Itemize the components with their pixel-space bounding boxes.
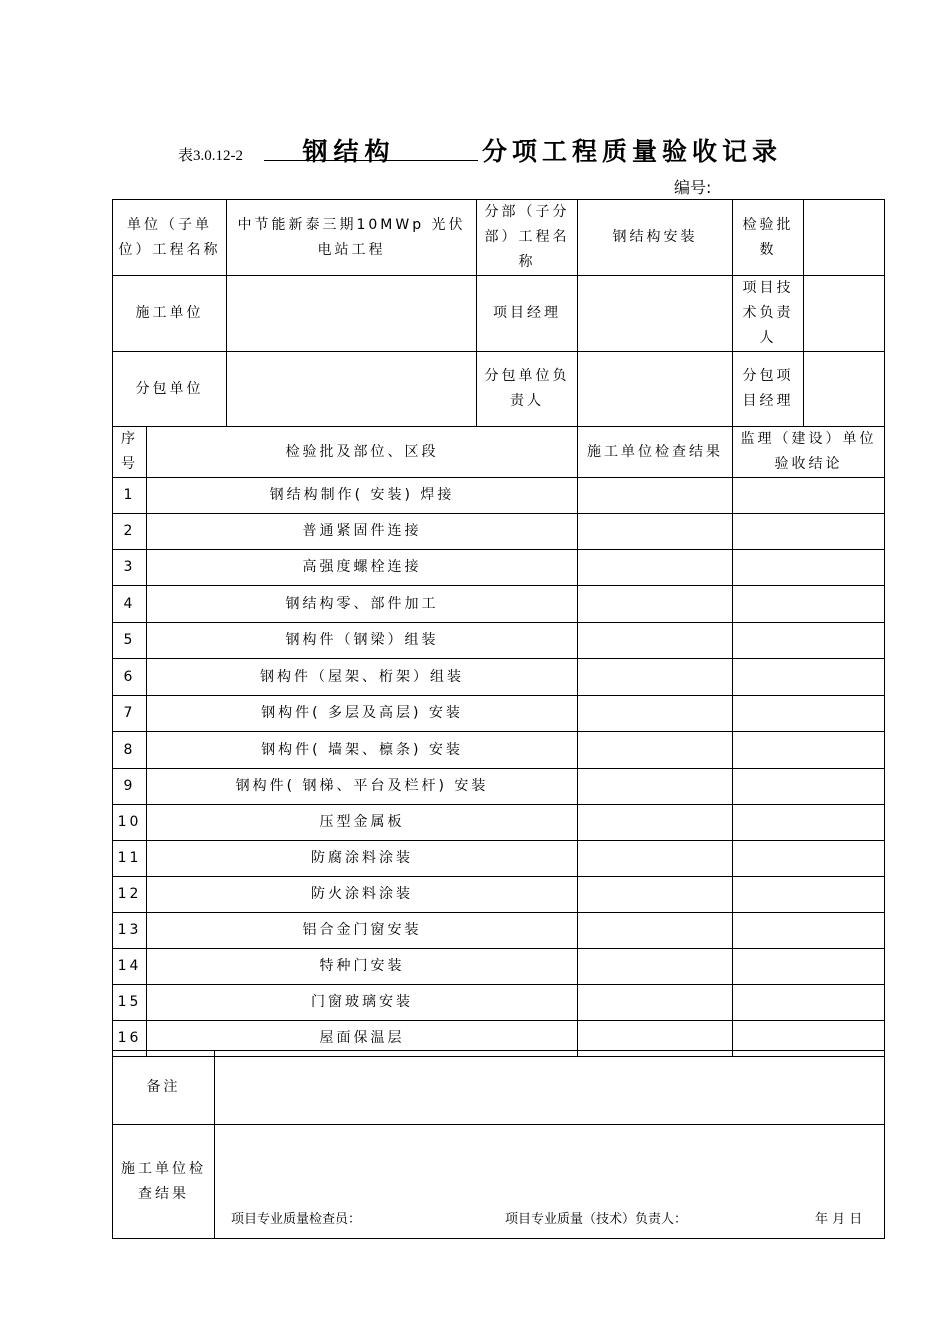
row-construction-result[interactable] bbox=[578, 696, 733, 732]
subcontract-manager-value[interactable] bbox=[804, 352, 885, 427]
row-item: 钢构件( 钢梯、平台及栏杆) 安装 bbox=[147, 769, 578, 805]
row-number: 7 bbox=[113, 696, 147, 732]
row-supervision-result[interactable] bbox=[733, 623, 885, 659]
row-supervision-result[interactable] bbox=[733, 985, 885, 1021]
row-construction-result[interactable] bbox=[578, 659, 733, 696]
project-manager-label: 项目经理 bbox=[477, 276, 578, 352]
column-header-seq: 序号 bbox=[113, 427, 147, 478]
row-number: 15 bbox=[113, 985, 147, 1021]
row-item: 钢构件（钢梁）组装 bbox=[147, 623, 578, 659]
subcontract-lead-value[interactable] bbox=[578, 352, 733, 427]
row-item: 普通紧固件连接 bbox=[147, 514, 578, 550]
batch-count-label: 检验批数 bbox=[733, 200, 804, 276]
table-row bbox=[113, 877, 885, 913]
row-construction-result[interactable] bbox=[578, 550, 733, 586]
subcontract-manager-label: 分包项目经理 bbox=[733, 352, 804, 427]
row-supervision-result[interactable] bbox=[733, 478, 885, 514]
row-item: 钢构件( 墙架、檩条) 安装 bbox=[147, 732, 578, 769]
subcontract-lead-label: 分包单位负责人 bbox=[477, 352, 578, 427]
table-row bbox=[113, 732, 885, 769]
row-number: 4 bbox=[113, 586, 147, 623]
form-title: 分项工程质量验收记录 bbox=[482, 137, 783, 166]
row-supervision-result[interactable] bbox=[733, 805, 885, 841]
row-construction-result[interactable] bbox=[578, 841, 733, 877]
row-number: 16 bbox=[113, 1021, 147, 1057]
row-item: 特种门安装 bbox=[147, 949, 578, 985]
row-construction-result[interactable] bbox=[578, 732, 733, 769]
division-name-label: 分部（子分部）工程名称 bbox=[477, 200, 578, 276]
row-supervision-result[interactable] bbox=[733, 913, 885, 949]
subitem-name-field[interactable] bbox=[264, 132, 478, 166]
quality-lead-label: 项目专业质量（技术）负责人： bbox=[505, 1212, 688, 1227]
column-header-supervision-result: 监理（建设）单位验收结论 bbox=[733, 427, 885, 478]
row-construction-result[interactable] bbox=[578, 514, 733, 550]
row-supervision-result[interactable] bbox=[733, 514, 885, 550]
tech-lead-value[interactable] bbox=[804, 276, 885, 352]
row-number: 2 bbox=[113, 514, 147, 550]
acceptance-table bbox=[112, 199, 885, 1057]
construction-unit-value[interactable] bbox=[227, 276, 477, 352]
table-row bbox=[113, 623, 885, 659]
quality-inspector-label: 项目专业质量检查员： bbox=[231, 1212, 362, 1227]
row-supervision-result[interactable] bbox=[733, 769, 885, 805]
row-construction-result[interactable] bbox=[578, 769, 733, 805]
row-number: 10 bbox=[113, 805, 147, 841]
row-item: 高强度螺栓连接 bbox=[147, 550, 578, 586]
unit-name-value[interactable]: 中节能新泰三期10MWp 光伏电站工程 bbox=[227, 200, 477, 276]
table-row bbox=[113, 550, 885, 586]
row-item: 防火涂料涂装 bbox=[147, 877, 578, 913]
row-construction-result[interactable] bbox=[578, 949, 733, 985]
table-row bbox=[113, 769, 885, 805]
construction-check-label: 施工单位检查结果 bbox=[113, 1125, 215, 1239]
row-item: 防腐涂料涂装 bbox=[147, 841, 578, 877]
division-name-value[interactable]: 钢结构安装 bbox=[578, 200, 733, 276]
row-supervision-result[interactable] bbox=[733, 696, 885, 732]
table-row bbox=[113, 985, 885, 1021]
table-row bbox=[113, 949, 885, 985]
row-construction-result[interactable] bbox=[578, 478, 733, 514]
unit-name-label: 单位（子单位）工程名称 bbox=[113, 200, 227, 276]
row-item: 屋面保温层 bbox=[147, 1021, 578, 1057]
table-row bbox=[113, 913, 885, 949]
row-number: 12 bbox=[113, 877, 147, 913]
row-construction-result[interactable] bbox=[578, 877, 733, 913]
table-row bbox=[113, 478, 885, 514]
row-item: 钢结构零、部件加工 bbox=[147, 586, 578, 623]
table-row bbox=[113, 514, 885, 550]
row-number: 13 bbox=[113, 913, 147, 949]
serial-number-label: 编号: bbox=[674, 178, 712, 197]
column-header-item: 检验批及部位、区段 bbox=[147, 427, 578, 478]
table-row bbox=[113, 696, 885, 732]
subcontract-unit-value[interactable] bbox=[227, 352, 477, 427]
row-number: 6 bbox=[113, 659, 147, 696]
row-supervision-result[interactable] bbox=[733, 877, 885, 913]
row-number: 14 bbox=[113, 949, 147, 985]
subcontract-unit-label: 分包单位 bbox=[113, 352, 227, 427]
tech-lead-label: 项目技术负责人 bbox=[733, 276, 804, 352]
table-row bbox=[113, 841, 885, 877]
table-row bbox=[113, 586, 885, 623]
table-row bbox=[113, 659, 885, 696]
row-supervision-result[interactable] bbox=[733, 732, 885, 769]
row-number: 1 bbox=[113, 478, 147, 514]
subitem-name: 钢结构 bbox=[302, 137, 396, 166]
row-construction-result[interactable] bbox=[578, 623, 733, 659]
project-manager-value[interactable] bbox=[578, 276, 733, 352]
batch-count-value[interactable] bbox=[804, 200, 885, 276]
remarks-label: 备注 bbox=[113, 1051, 215, 1125]
construction-check-area[interactable] bbox=[215, 1125, 885, 1239]
row-supervision-result[interactable] bbox=[733, 949, 885, 985]
row-item: 钢构件( 多层及高层) 安装 bbox=[147, 696, 578, 732]
row-construction-result[interactable] bbox=[578, 586, 733, 623]
signoff-table bbox=[112, 1050, 885, 1239]
row-number: 8 bbox=[113, 732, 147, 769]
column-header-construction-result: 施工单位检查结果 bbox=[578, 427, 733, 478]
construction-unit-label: 施工单位 bbox=[113, 276, 227, 352]
row-item: 钢结构制作( 安装) 焊接 bbox=[147, 478, 578, 514]
row-supervision-result[interactable] bbox=[733, 659, 885, 696]
row-number: 5 bbox=[113, 623, 147, 659]
row-item: 钢构件（屋架、桁架）组装 bbox=[147, 659, 578, 696]
inspection-rows bbox=[113, 478, 885, 1057]
form-header bbox=[178, 132, 838, 168]
row-number: 9 bbox=[113, 769, 147, 805]
row-supervision-result[interactable] bbox=[733, 550, 885, 586]
row-supervision-result[interactable] bbox=[733, 586, 885, 623]
row-number: 11 bbox=[113, 841, 147, 877]
remarks-value[interactable] bbox=[215, 1051, 885, 1125]
row-construction-result[interactable] bbox=[578, 985, 733, 1021]
row-supervision-result[interactable] bbox=[733, 841, 885, 877]
row-item: 压型金属板 bbox=[147, 805, 578, 841]
row-item: 铝合金门窗安装 bbox=[147, 913, 578, 949]
row-item: 门窗玻璃安装 bbox=[147, 985, 578, 1021]
row-construction-result[interactable] bbox=[578, 805, 733, 841]
row-construction-result[interactable] bbox=[578, 913, 733, 949]
table-row bbox=[113, 805, 885, 841]
row-number: 3 bbox=[113, 550, 147, 586]
table-number: 表3.0.12-2 bbox=[178, 148, 243, 164]
date-label: 年 月 日 bbox=[815, 1212, 863, 1227]
